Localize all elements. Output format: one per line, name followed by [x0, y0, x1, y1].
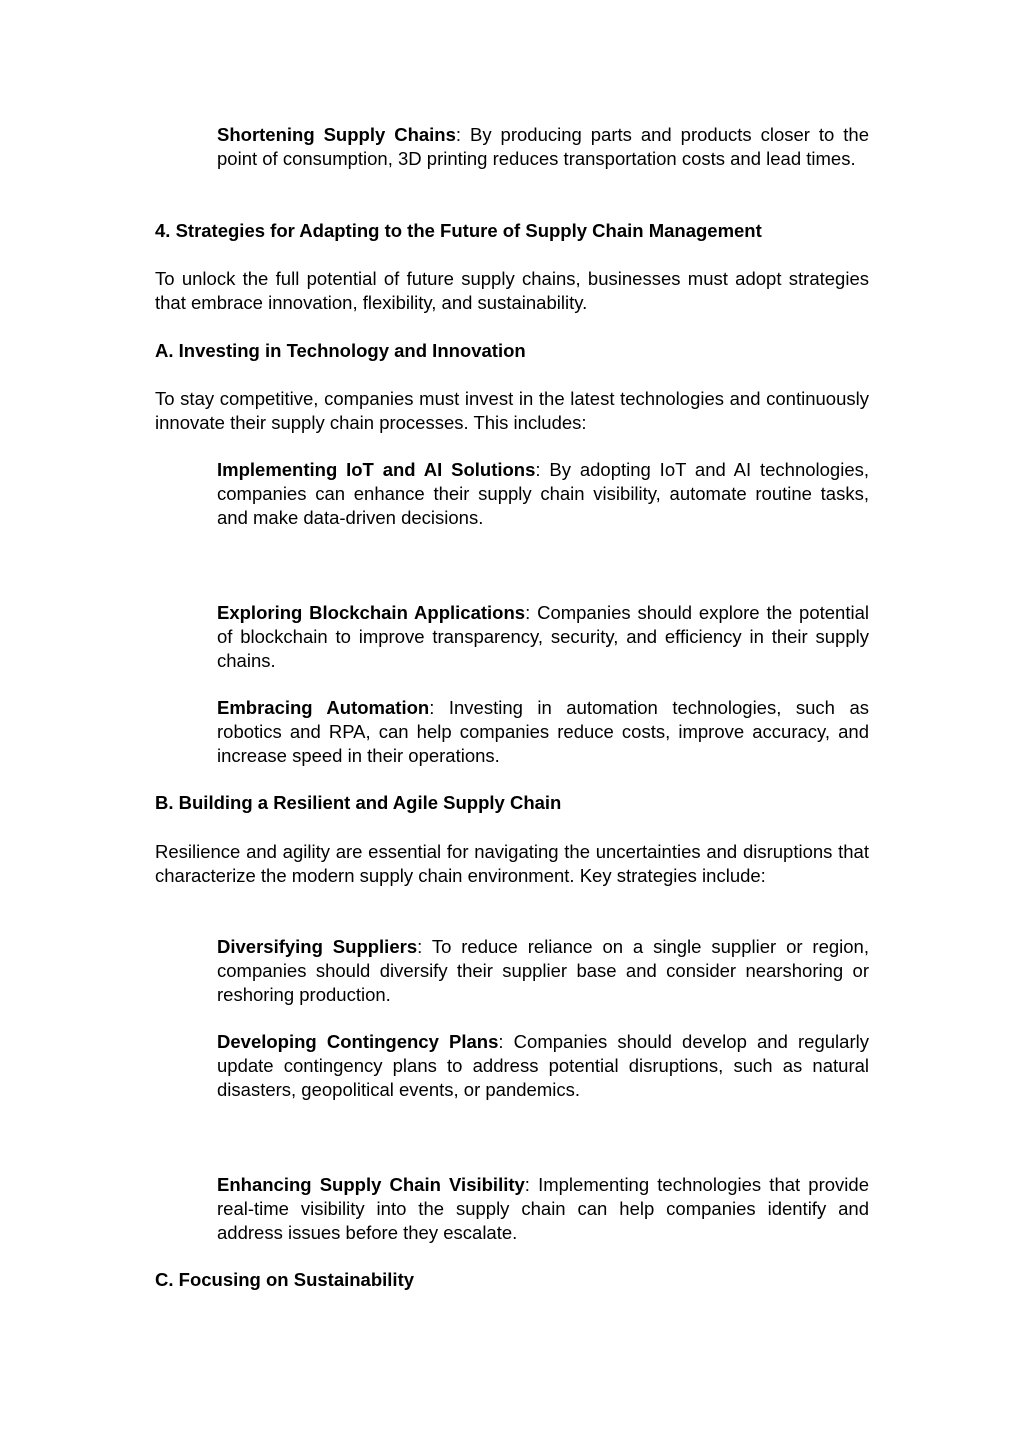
item-term: Exploring Blockchain Applications — [217, 602, 526, 623]
subsection-heading-a: A. Investing in Technology and Innovation — [155, 340, 526, 361]
item-description: : Companies should explore the potential of blockchain to improve transparency, security, and efficiency in their supply chains. — [217, 602, 869, 671]
item-description: : Implementing technologies that provide real-time visibility into the supply chain can help companies identify and address issues before they escalate. — [217, 1174, 869, 1243]
list-item-shortening — [217, 123, 869, 171]
item-term: Implementing IoT and AI Solutions — [217, 459, 536, 480]
list-item-blockchain — [217, 601, 869, 673]
item-description: : By producing parts and products closer to the point of consumption, 3D printing reduces transportation costs and lead times. — [217, 124, 869, 169]
item-term: Shortening Supply Chains — [217, 124, 456, 145]
section-intro-paragraph: To unlock the full potential of future supply chains, businesses must adopt strategies that embrace innovation, flexibility, and sustainability. — [155, 268, 869, 313]
list-item-iot-ai — [217, 458, 869, 530]
item-description: : Investing in automation technologies, such as robotics and RPA, can help companies reduce costs, improve accuracy, and increase speed in their operations. — [217, 697, 869, 766]
subsection-b-intro-paragraph: Resilience and agility are essential for navigating the uncertainties and disruptions that characterize the modern supply chain environment. Key strategies include: — [155, 841, 869, 886]
list-item-contingency — [217, 1030, 869, 1102]
item-description: : To reduce reliance on a single supplier or region, companies should diversify their supplier base and consider nearshoring or reshoring production. — [217, 936, 869, 1005]
subsection-heading-b: B. Building a Resilient and Agile Supply Chain — [155, 792, 562, 813]
list-item-suppliers — [217, 935, 869, 1007]
item-term: Embracing Automation — [217, 697, 430, 718]
section-heading: 4. Strategies for Adapting to the Future of Supply Chain Management — [155, 220, 762, 241]
list-item-automation — [217, 696, 869, 768]
list-item-visibility — [217, 1173, 869, 1245]
item-description: : By adopting IoT and AI technologies, companies can enhance their supply chain visibility, automate routine tasks, and make data-driven decisions. — [217, 459, 869, 528]
subsection-heading-c: C. Focusing on Sustainability — [155, 1269, 415, 1290]
item-term: Diversifying Suppliers — [217, 936, 418, 957]
item-term: Developing Contingency Plans — [217, 1031, 499, 1052]
item-description: : Companies should develop and regularly update contingency plans to address potential disruptions, such as natural disasters, geopolitical events, or pandemics. — [217, 1031, 869, 1100]
item-term: Enhancing Supply Chain Visibility — [217, 1174, 525, 1195]
subsection-a-intro-paragraph: To stay competitive, companies must invest in the latest technologies and continuously innovate their supply chain processes. This includes: — [155, 388, 869, 433]
